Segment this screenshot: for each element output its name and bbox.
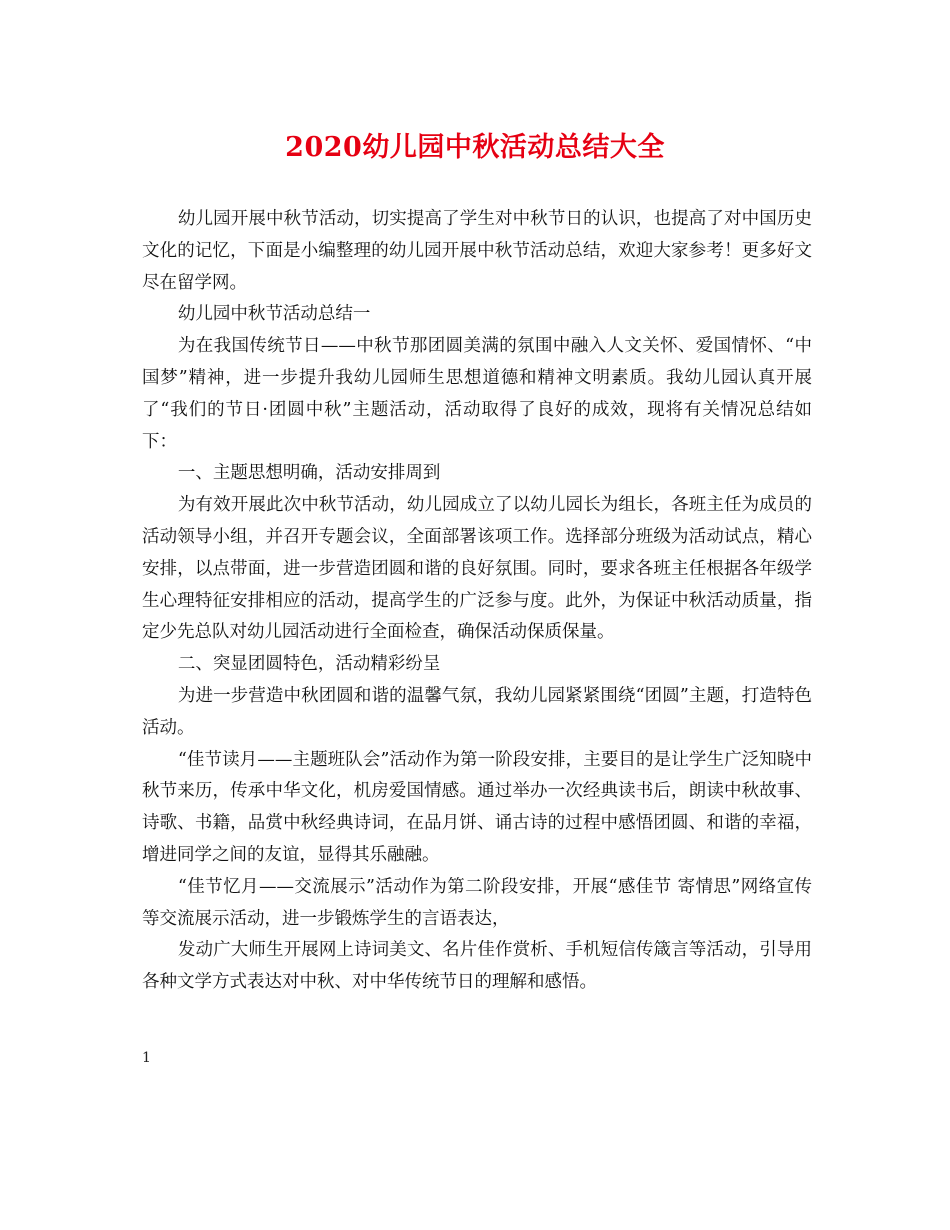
body-paragraph: “佳节读月——主题班队会”活动作为第一阶段安排，主要目的是让学生广泛知晓中秋节来历，传承中华文化，机房爱国情感。通过举办一次经典读书后，朗读中秋故事、诗歌、书籍，品赏中秋经典诗词，在品月饼、诵古诗的过程中感悟团圆、和谐的幸福，增进同学之间的友谊，显得其乐融融。 [142,749,812,865]
body-paragraph: 为有效开展此次中秋节活动，幼儿园成立了以幼儿园长为组长，各班主任为成员的活动领导小组，并召开专题会议，全面部署该项工作。选择部分班级为活动试点，精心安排，以点带面，进一步营造团圆和谐的良好氛围。同时，要求各班主任根据各年级学生心理特征安排相应的活动，提高学生的广泛参与度。此外，为保证中秋活动质量，指定少先总队对幼儿园活动进行全面检查，确保活动保质保量。 [142,495,812,643]
body-paragraph: “佳节忆月——交流展示”活动作为第二阶段安排，开展“感佳节 寄情思”网络宣传等交流展示活动，进一步锻炼学生的言语表达， [142,876,812,929]
document-body [142,204,812,999]
body-paragraph: 为进一步营造中秋团圆和谐的温馨气氛，我幼儿园紧紧围绕“团圆”主题，打造特色活动。 [142,685,812,738]
page-number: 1 [142,1050,151,1066]
body-paragraph: 为在我国传统节日——中秋节那团圆美满的氛围中融入人文关怀、爱国情怀、“中国梦”精神，进一步提升我幼儿园师生思想道德和精神文明素质。我幼儿园认真开展了“我们的节日·团圆中秋”主题活动，活动取得了良好的成效，现将有关情况总结如下： [142,336,812,452]
section-heading: 一、主题思想明确，活动安排周到 [177,463,441,484]
section-heading: 二、突显团圆特色，活动精彩纷呈 [177,654,441,675]
body-paragraph: 发动广大师生开展网上诗词美文、名片佳作赏析、手机短信传箴言等活动，引导用各种文学方式表达对中秋、对中华传统节日的理解和感悟。 [142,940,812,993]
intro-paragraph: 幼儿园开展中秋节活动，切实提高了学生对中秋节日的认识，也提高了对中国历史文化的记忆，下面是小编整理的幼儿园开展中秋节活动总结，欢迎大家参考！更多好文尽在留学网。 [142,209,812,293]
document-title: 2020幼儿园中秋活动总结大全 [285,132,665,163]
section-heading: 幼儿园中秋节活动总结一 [177,304,371,325]
